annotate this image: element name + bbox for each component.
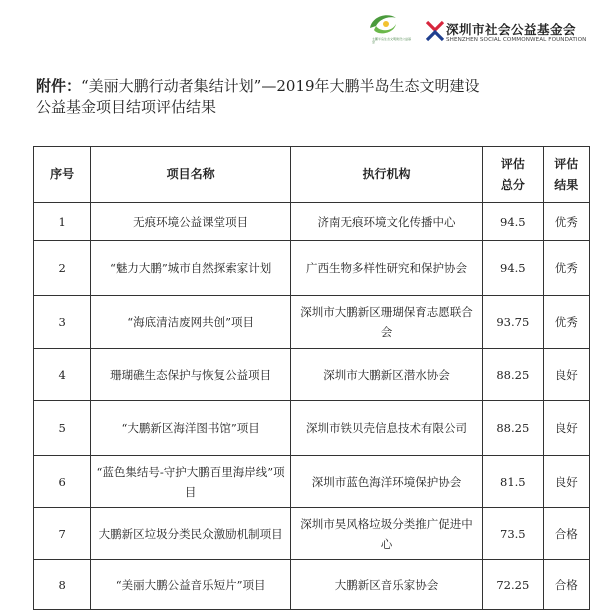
header-result-l1: 评估	[554, 156, 579, 171]
cell-org: 济南无痕环境文化传播中心	[290, 203, 482, 241]
header-logos	[0, 10, 600, 50]
cell-org: 深圳市昊风格垃圾分类推广促进中心	[290, 508, 482, 560]
cell-no: 5	[34, 401, 91, 456]
table-row	[34, 349, 590, 401]
table-row	[34, 203, 590, 241]
cell-result: 优秀	[543, 241, 589, 296]
logo1-caption: 大鹏半岛生态文明建设公益基金	[372, 37, 412, 44]
cell-no: 6	[34, 456, 91, 508]
cell-name: 大鹏新区垃圾分类民众激励机制项目	[91, 508, 291, 560]
cell-no: 8	[34, 560, 91, 610]
cell-name: “美丽大鹏公益音乐短片”项目	[91, 560, 291, 610]
cell-result: 优秀	[543, 203, 589, 241]
header-result	[543, 147, 589, 203]
cell-score: 93.75	[483, 296, 543, 349]
cell-no: 2	[34, 241, 91, 296]
cell-name: “海底清洁废网共创”项目	[91, 296, 291, 349]
cell-score: 73.5	[483, 508, 543, 560]
cell-result: 良好	[543, 456, 589, 508]
cell-org: 大鹏新区音乐家协会	[290, 560, 482, 610]
cell-score: 88.25	[483, 349, 543, 401]
header-org: 执行机构	[290, 147, 482, 203]
foundation-mark-icon	[426, 18, 444, 44]
page-title	[36, 76, 596, 118]
cell-result: 合格	[543, 560, 589, 610]
leaf-swirl-icon	[362, 10, 410, 40]
title-prefix: 附件：	[36, 77, 82, 95]
cell-no: 7	[34, 508, 91, 560]
cell-score: 81.5	[483, 456, 543, 508]
foundation-name-en: SHENZHEN SOCIAL COMMONWEAL FOUNDATION	[446, 37, 587, 43]
cell-no: 1	[34, 203, 91, 241]
results-table	[33, 146, 590, 610]
foundation-name-cn: 深圳市社会公益基金会	[446, 22, 577, 37]
cell-name: “蓝色集结号-守护大鹏百里海岸线”项目	[91, 456, 291, 508]
cell-org: 深圳市蓝色海洋环境保护协会	[290, 456, 482, 508]
cell-result: 优秀	[543, 296, 589, 349]
cell-score: 88.25	[483, 401, 543, 456]
table-row	[34, 296, 590, 349]
table-row	[34, 560, 590, 610]
foundation-fund-logo	[362, 10, 412, 50]
cell-name: “魅力大鹏”城市自然探索家计划	[91, 241, 291, 296]
header-score	[483, 147, 543, 203]
title-line-2: 公益基金项目结项评估结果	[36, 98, 217, 116]
cell-result: 合格	[543, 508, 589, 560]
cell-org: 深圳市大鹏新区珊瑚保育志愿联合会	[290, 296, 482, 349]
title-line-1	[36, 76, 596, 97]
szscf-logo	[426, 18, 596, 52]
table-row	[34, 401, 590, 456]
cell-org: 深圳市大鹏新区潜水协会	[290, 349, 482, 401]
cell-no: 4	[34, 349, 91, 401]
header-name: 项目名称	[91, 147, 291, 203]
cell-name: 珊瑚礁生态保护与恢复公益项目	[91, 349, 291, 401]
cell-score: 94.5	[483, 203, 543, 241]
cell-org: 广西生物多样性研究和保护协会	[290, 241, 482, 296]
cell-score: 72.25	[483, 560, 543, 610]
table-header-row	[34, 147, 590, 203]
cell-score: 94.5	[483, 241, 543, 296]
cell-org: 深圳市铁贝壳信息技术有限公司	[290, 401, 482, 456]
header-result-l2: 结果	[554, 177, 579, 192]
cell-result: 良好	[543, 401, 589, 456]
table-row	[34, 456, 590, 508]
header-score-l1: 评估	[500, 156, 525, 171]
table-row	[34, 241, 590, 296]
header-score-l2: 总分	[500, 177, 525, 192]
cell-result: 良好	[543, 349, 589, 401]
header-no: 序号	[34, 147, 91, 203]
title-main: “美丽大鹏行动者集结计划”—2019年大鹏半岛生态文明建设	[81, 77, 480, 95]
cell-name: 无痕环境公益课堂项目	[91, 203, 291, 241]
table-row	[34, 508, 590, 560]
cell-name: “大鹏新区海洋图书馆”项目	[91, 401, 291, 456]
cell-no: 3	[34, 296, 91, 349]
